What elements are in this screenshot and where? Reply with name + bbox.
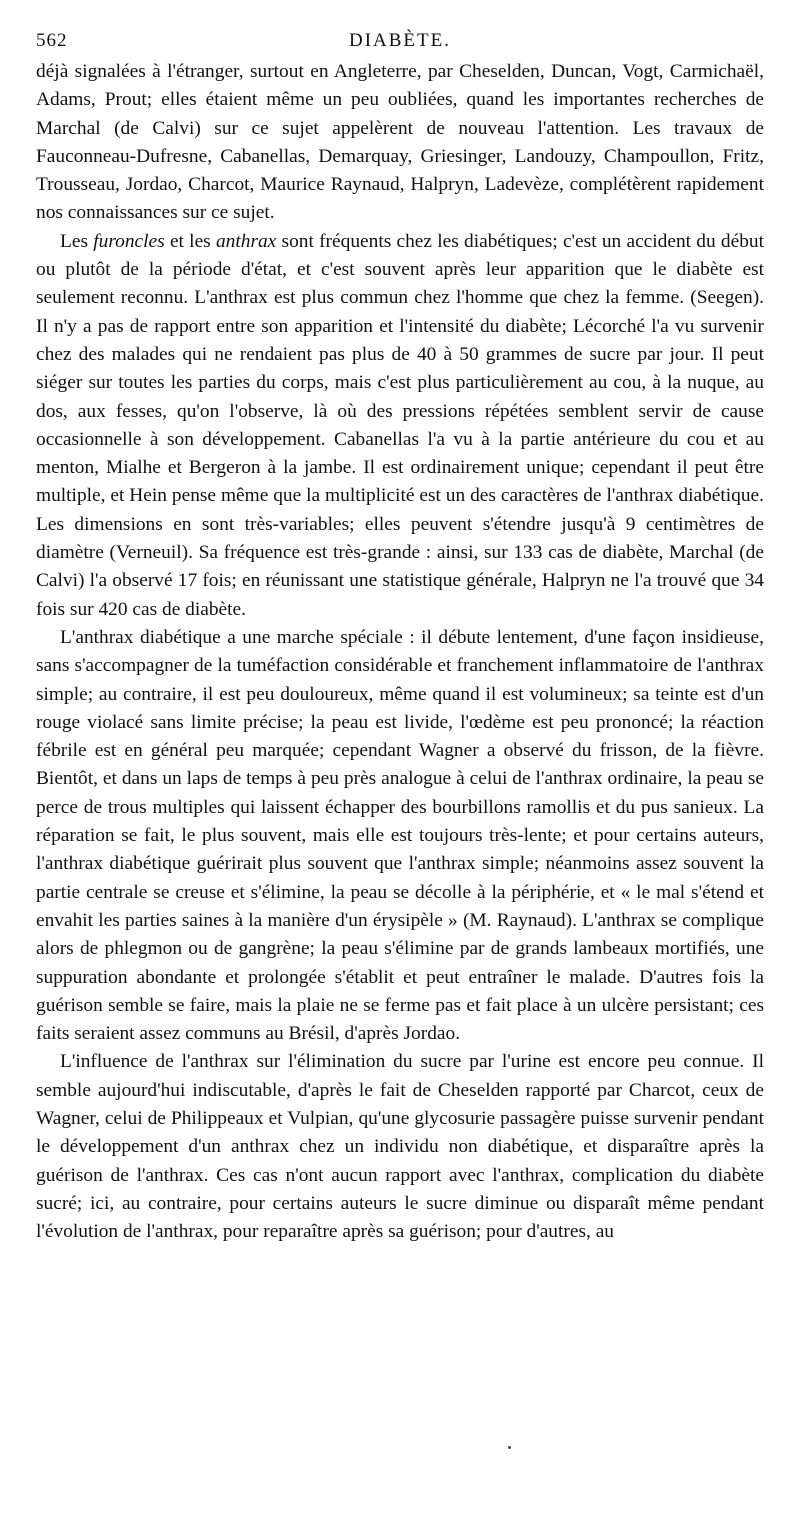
book-page	[36, 24, 764, 1246]
paragraph-3	[36, 624, 764, 1048]
page-title: DIABÈTE.	[348, 30, 451, 51]
text-run: et les	[164, 230, 216, 252]
text-run: déjà signalées à l'étranger, surtout en Angleterre, par Cheselden, Duncan, Vogt, Carmichaël, Adams, Prout; elles étaient même un peu oubliées, quand les importantes recherches de Marchal (de Calvi) sur ce sujet appelèrent de nouveau l'attention. Les travaux de Fauconneau-Dufresne, Cabanellas, Demarquay, Griesinger, Landouzy, Champoullon, Fritz, Trousseau, Jordao, Charcot, Maurice Raynaud, Halpryn, Ladevèze, complétèrent rapidement nos connaissances sur ce sujet.	[36, 61, 764, 224]
text-run: L'anthrax diabétique a une marche spéciale : il débute lentement, d'une façon insidieuse, sans s'accompagner de la tuméfaction considérable et franchement inflammatoire de l'anthrax simple; au contraire, il est peu douloureux, même quand il est volumineux; sa teinte est d'un rouge violacé sans limite précise; la peau est livide, l'œdème est peu prononcé; la réaction fébrile est en général peu marquée; cependant Wagner a observé du frisson, de la fièvre. Bientôt, et dans un laps de temps à peu près analogue à celui de l'anthrax ordinaire, la peau se perce de trous multiples qui laissent échapper des bourbillons ramollis et du pus sanieux. La réparation se fait, le plus souvent, mais elle est toujours très-lente; et pour certains auteurs, l'anthrax diabétique guérirait plus souvent que l'anthrax simple; néanmoins assez souvent la partie centrale se creuse et s'élimine, la peau se décolle à la périphérie, et « le mal s'étend et envahit les parties saines à la manière d'un érysipèle » (M. Raynaud). L'anthrax se complique alors de phlegmon ou de gangrène; la peau s'élimine par de grands lambeaux mortifiés, une suppuration abondante et prolongée s'établit et peut entraîner le malade. D'autres fois la guérison semble se faire, mais la plaie ne se ferme pas et fait place à un ulcère persistant; ces faits seraient assez communs au Brésil, d'après Jordao.	[36, 626, 764, 1045]
italic-term: anthrax	[215, 230, 277, 252]
running-head	[36, 24, 764, 58]
italic-term: furoncles	[93, 230, 165, 252]
text-run: Les	[60, 230, 94, 252]
paragraph-4	[36, 1048, 764, 1246]
page-number: 562	[36, 30, 68, 51]
text-run: sont fréquents chez les diabétiques; c'est un accident du début ou plutôt de la période d'état, et c'est souvent après leur apparition que le diabète est seulement reconnu. L'anthrax est plus commun chez l'homme que chez la femme. (Seegen). Il n'y a pas de rapport entre son apparition et l'intensité du diabète; Lécorché l'a vu survenir chez des malades qui ne rendaient pas plus de 40 à 50 grammes de sucre par jour. Il peut siéger sur toutes les parties du corps, mais c'est plus particulièrement au cou, à la nuque, au dos, aux fesses, qu'on l'observe, là où des pressions répétées semblent servir de cause occasionnelle à son développement. Cabanellas l'a vu à la partie antérieure du cou et au menton, Mialhe et Bergeron à la jambe. Il est ordinairement unique; cependant il peut être multiple, et Hein pense même que la multiplicité est un des caractères de l'anthrax diabétique. Les dimensions en sont très-variables; elles peuvent s'étendre jusqu'à 9 centimètres de diamètre (Verneuil). Sa fréquence est très-grande : ainsi, sur 133 cas de diabète, Marchal (de Calvi) l'a observé 17 fois; en réunissant une statistique générale, Halpryn ne l'a trouvé que 34 fois sur 420 cas de diabète.	[36, 230, 765, 620]
text-run: L'influence de l'anthrax sur l'élimination du sucre par l'urine est encore peu connue. Il semble aujourd'hui indiscutable, d'après le fait de Cheselden rapporté par Charcot, ceux de Wagner, celui de Philippeaux et Vulpian, qu'une glycosurie passagère puisse survenir pendant le développement d'un anthrax chez un individu non diabétique, et disparaître après la guérison de l'anthrax. Ces cas n'ont aucun rapport avec l'anthrax, complication du diabète sucré; ici, au contraire, pour certains auteurs le sucre diminue ou disparaît même pendant l'évolution de l'anthrax, pour reparaître après sa guérison; pour d'autres, au	[36, 1051, 764, 1243]
print-speck	[508, 1446, 511, 1449]
paragraph-1	[36, 58, 764, 228]
paragraph-2	[36, 228, 764, 624]
